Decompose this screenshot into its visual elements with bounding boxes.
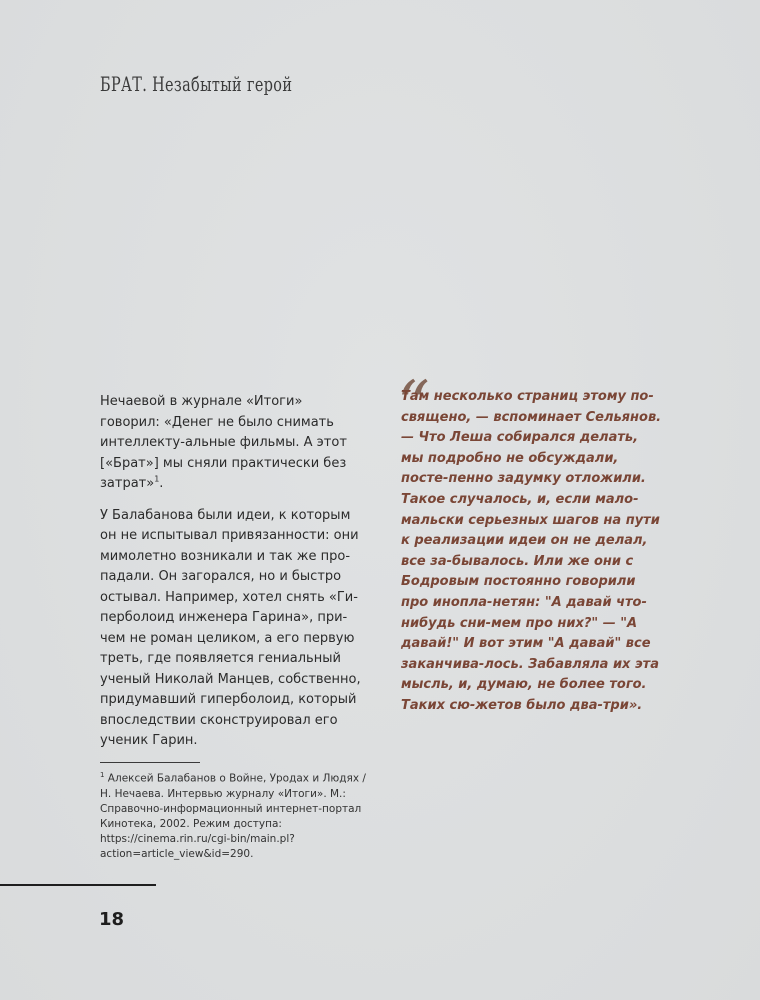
body-text-column bbox=[100, 392, 362, 763]
paragraph-1-text: Нечаевой в журнале «Итоги» говорил: «Денег не было снимать интеллекту-альные фильмы. А этот [«Брат»] мы сняли практически без затрат» bbox=[100, 394, 347, 491]
paragraph-1-end: . bbox=[159, 476, 164, 491]
page-number-divider bbox=[0, 884, 156, 886]
footnote-divider bbox=[100, 762, 200, 763]
pull-quote bbox=[397, 368, 663, 717]
running-title: БРАТ. Незабытый герой bbox=[100, 72, 293, 96]
quote-mark-icon: “ bbox=[397, 368, 430, 442]
footnote-number: 1 bbox=[100, 771, 105, 779]
footnote bbox=[100, 768, 370, 862]
footnote-text: Алексей Балабанов о Войне, Уродах и Людях / Н. Нечаева. Интервью журналу «Итоги». М.: Справочно-информационный интернет-портал Кинотека, 2002. Режим доступа: https://cinema.rin.ru/cgi-bin/main.pl?action=article_view&id=290. bbox=[100, 772, 366, 860]
paragraph-2: У Балабанова были идеи, к которым он не испытывал привязанности: они мимолетно возникали и так же про-падали. Он загорался, но и быстро остывал. Например, хотел снять «Ги-перболоид инженера Гарина», при-чем не роман целиком, а его первую треть, где появляется гениальный ученый Николай Манцев, собственно, придумавший гиперболоид, который впоследствии сконструировал его ученик Гарин. bbox=[100, 507, 361, 748]
footnote-reference[interactable]: 1 bbox=[154, 474, 160, 484]
quote-text: Там несколько страниц этому по-священо, — вспоминает Сельянов. — Что Леша собирался делать, мы подробно не обсуждали, посте-пенно задумку отложили. Такое случалось, и, если мало-мальски серьезных шагов на пути к реализации идеи он не делал, все за-бывалось. Или же они с Бодровым постоянно говорили про инопла-нетян: "А давай что-нибудь сни-мем про них?" — "А давай!" И вот этим "А давай" все заканчива-лось. Забавляла их эта мысль, и, думаю, не более того. Таких сю-жетов было два-три». bbox=[401, 389, 662, 713]
paragraph-1 bbox=[100, 392, 362, 495]
page-number: 18 bbox=[99, 909, 125, 930]
